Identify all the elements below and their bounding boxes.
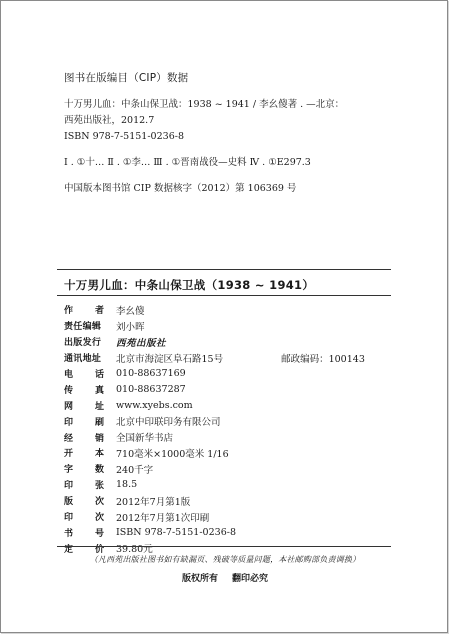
spec-value: 18.5 [116, 479, 138, 491]
title-bottom-rule [57, 295, 391, 296]
cip-record-number: 中国版本图书馆 CIP 数据核字（2012）第 106369 号 [64, 183, 297, 194]
spec-row-format [64, 445, 394, 461]
spec-row-phone [64, 366, 394, 382]
spec-label: 字 数 [64, 465, 104, 476]
spec-row-address [64, 350, 394, 366]
spec-label: 经 销 [64, 433, 104, 444]
publisher-logo-text: 西苑出版社 [116, 337, 167, 349]
spec-label: 责任编辑 [64, 322, 102, 333]
postal-code: 邮政编码：100143 [281, 353, 365, 365]
spec-value: 2012年7月第1版 [116, 496, 191, 508]
cip-heading: 图书在版编目（CIP）数据 [64, 72, 189, 84]
cip-line: 十万男儿血：中条山保卫战：1938 ~ 1941 / 李幺傻著 . —北京： [64, 99, 345, 110]
spec-row-edition [64, 493, 394, 509]
spec-row-distributor [64, 429, 394, 445]
spec-label: 网 址 [64, 401, 104, 412]
spec-value: 2012年7月第1次印刷 [116, 512, 210, 524]
spec-value: 全国新华书店 [116, 433, 174, 445]
spec-label: 书 号 [64, 528, 104, 539]
spec-value: 刘小晖 [116, 321, 145, 333]
no-reprint: 翻印必究 [232, 574, 269, 584]
spec-value: 010-88637169 [116, 368, 186, 379]
spec-row-printer [64, 413, 394, 429]
rights-reserved: 版权所有 [181, 574, 218, 584]
spec-value: 北京市海淀区阜石路15号 [116, 353, 224, 365]
website-link[interactable]: www.xyebs.com [116, 399, 193, 411]
spec-row-printing [64, 509, 394, 525]
spec-value: 北京中印联印务有限公司 [116, 417, 221, 429]
copyright-notice [1, 571, 449, 584]
spec-row-fax [64, 381, 394, 397]
spec-row-isbn [64, 524, 394, 540]
cip-data-block [64, 97, 384, 197]
publication-specs [64, 302, 394, 556]
spec-row-word-count [64, 461, 394, 477]
spec-label: 电 话 [64, 370, 104, 380]
title-top-rule [57, 269, 391, 270]
spec-row-publisher [64, 334, 394, 350]
spec-row-author [64, 302, 394, 318]
quality-notice: （凡西苑出版社图书如有缺漏页、残破等质量问题，本社邮购部负责调换） [89, 555, 361, 564]
cip-isbn: ISBN 978-7-5151-0236-8 [64, 131, 184, 142]
spec-value: 李幺傻 [116, 305, 145, 317]
footer-rule [57, 546, 391, 547]
spec-label: 定 价 [64, 544, 104, 555]
spec-label: 版 次 [64, 497, 104, 508]
spec-value: 39.80元 [116, 544, 153, 556]
spec-value: 240千字 [116, 464, 154, 476]
spec-label: 通讯地址 [64, 354, 102, 365]
spec-label: 传 真 [64, 385, 104, 396]
spec-row-editor [64, 318, 394, 334]
spec-label: 印 刷 [64, 417, 104, 428]
book-title: 十万男儿血：中条山保卫战（1938 ~ 1941） [64, 278, 315, 292]
spec-row-website [64, 397, 394, 413]
spec-row-sheets [64, 477, 394, 493]
spec-label: 开 本 [64, 449, 104, 460]
spec-label: 印 张 [64, 481, 104, 492]
cip-classification: Ⅰ . ①十… Ⅱ . ①李… Ⅲ . ①晋南战役—史料 Ⅳ . ①E297.3 [64, 157, 311, 168]
spec-label: 印 次 [64, 513, 104, 524]
spec-value: ISBN 978-7-5151-0236-8 [116, 526, 236, 538]
spec-value: 010-88637287 [116, 383, 186, 395]
spec-label: 出版发行 [64, 338, 102, 349]
spec-value: 710毫米×1000毫米 1/16 [116, 448, 229, 460]
cip-line: 西苑出版社，2012.7 [64, 115, 155, 126]
spec-label: 作 者 [64, 306, 104, 317]
